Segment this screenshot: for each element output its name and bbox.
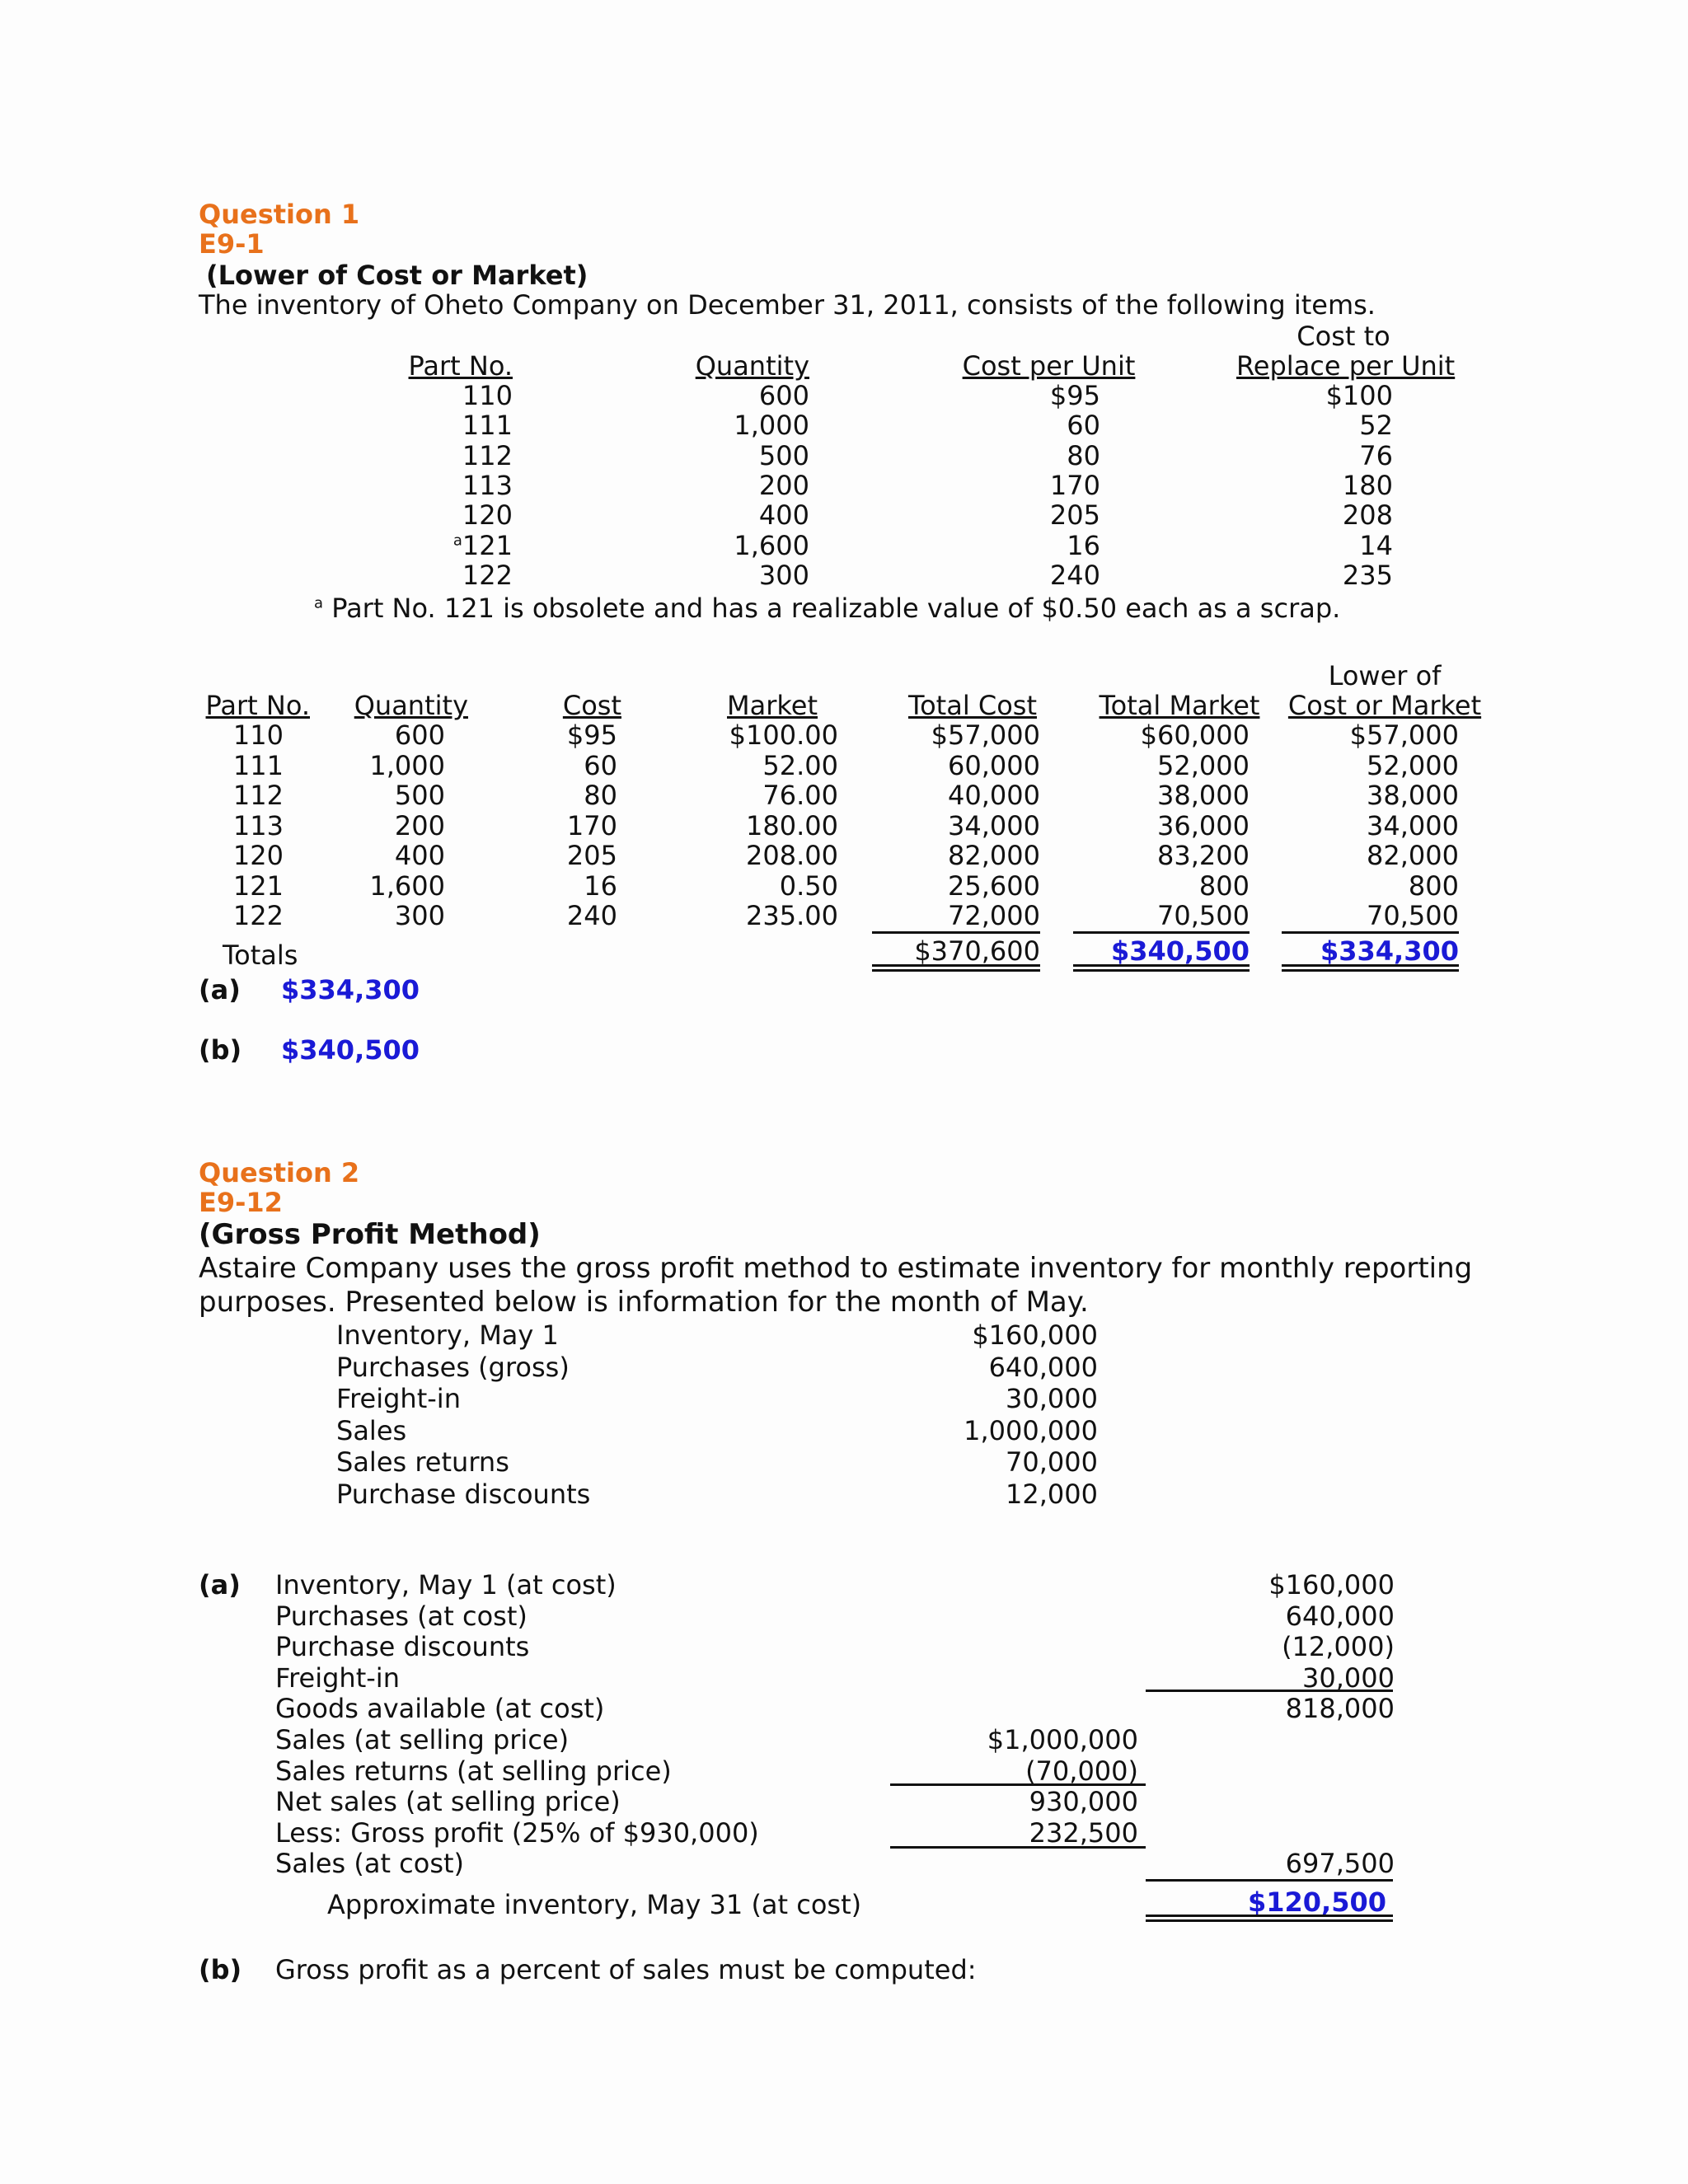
given-label: Purchase discounts bbox=[336, 1478, 591, 1510]
t1-cell-quantity: 500 bbox=[758, 439, 809, 471]
question-2-title: Question 2 bbox=[199, 1157, 360, 1188]
given-label: Sales returns bbox=[336, 1446, 509, 1478]
t1-part-number: 121 bbox=[462, 529, 513, 561]
t2-cell-market: 0.50 bbox=[779, 869, 838, 902]
t1-cell-cost: 240 bbox=[1049, 559, 1100, 591]
calc-right-value: 640,000 bbox=[1285, 1600, 1395, 1632]
t2-header-total-cost: Total Cost bbox=[907, 690, 1038, 721]
question-1-title: Question 1 bbox=[199, 199, 360, 230]
t2-cell-lcm: 52,000 bbox=[1367, 749, 1459, 781]
t2-cell-market: 76.00 bbox=[762, 780, 838, 811]
t2-cell-quantity: 400 bbox=[394, 840, 445, 871]
double-underline-total-market bbox=[1073, 964, 1250, 972]
t2-cell-total-cost: 60,000 bbox=[948, 749, 1040, 781]
t1-cell-part: 112 bbox=[462, 439, 513, 471]
t2-cell-total-cost: 25,600 bbox=[948, 869, 1040, 902]
calc-right-value: (12,000) bbox=[1282, 1631, 1395, 1663]
approx-value: $120,500 bbox=[1247, 1886, 1386, 1918]
t2-header-lcm-line1: Lower of bbox=[1328, 660, 1442, 691]
t1-cell-replace: $100 bbox=[1325, 380, 1393, 411]
t2-cell-quantity: 500 bbox=[394, 780, 445, 811]
t2-cell-cost: 240 bbox=[566, 900, 617, 931]
given-value: 640,000 bbox=[988, 1351, 1098, 1383]
given-label: Purchases (gross) bbox=[336, 1351, 570, 1383]
t2-cell-part: 112 bbox=[232, 780, 284, 811]
t1-cell-cost: 80 bbox=[1067, 439, 1100, 471]
t1-cell-part: 113 bbox=[462, 469, 513, 501]
calc-label: Sales (at cost) bbox=[275, 1848, 465, 1880]
t1-cell-quantity: 400 bbox=[758, 499, 809, 532]
t1-cell-quantity: 1,000 bbox=[734, 410, 809, 442]
t2-cell-total-market: 800 bbox=[1198, 869, 1250, 902]
given-label: Sales bbox=[336, 1414, 407, 1446]
t1-cell-quantity: 600 bbox=[758, 380, 809, 411]
t2-cell-total-cost: 34,000 bbox=[948, 809, 1040, 841]
t2-cell-market: $100.00 bbox=[729, 719, 838, 751]
t2-cell-part: 121 bbox=[232, 869, 284, 902]
t2-cell-total-cost: $57,000 bbox=[931, 719, 1040, 751]
t2-cell-quantity: 300 bbox=[394, 900, 445, 931]
t2-cell-market: 235.00 bbox=[746, 900, 838, 931]
t2-cell-part: 122 bbox=[232, 900, 284, 931]
t2-underline-lcm bbox=[1282, 931, 1459, 934]
t2-cell-quantity: 1,000 bbox=[369, 749, 445, 781]
t2-cell-lcm: 34,000 bbox=[1367, 809, 1459, 841]
t1-cell-replace: 14 bbox=[1359, 529, 1393, 561]
t2-cell-total-market: 52,000 bbox=[1157, 749, 1250, 781]
t2-cell-total-cost: 72,000 bbox=[948, 900, 1040, 931]
total-cost-sum: $370,600 bbox=[914, 935, 1040, 967]
t1-header-cost: Cost per Unit bbox=[962, 350, 1136, 382]
given-label: Freight-in bbox=[336, 1383, 461, 1414]
t2-header-quantity: Quantity bbox=[354, 690, 468, 721]
given-value: 30,000 bbox=[1006, 1383, 1098, 1414]
question-2-intro-line2: purposes. Presented below is information for the month of May. bbox=[199, 1286, 1089, 1319]
question-1-code: E9-1 bbox=[199, 228, 265, 260]
t2-cell-market: 52.00 bbox=[762, 749, 838, 781]
totals-label: Totals bbox=[223, 940, 298, 971]
t2-cell-cost: 205 bbox=[566, 840, 617, 871]
t1-cell-replace: 52 bbox=[1359, 410, 1393, 442]
t1-header-quantity: Quantity bbox=[695, 350, 809, 382]
t2-cell-market: 180.00 bbox=[746, 809, 838, 841]
t1-cell-part: 111 bbox=[462, 410, 513, 442]
question-2-subtitle: (Gross Profit Method) bbox=[199, 1218, 541, 1251]
t1-cell-cost: $95 bbox=[1049, 380, 1100, 411]
t2-header-lcm-line2: Cost or Market bbox=[1287, 690, 1482, 721]
calc-right-value: 818,000 bbox=[1285, 1693, 1395, 1725]
answer-a-value: $334,300 bbox=[281, 974, 420, 1005]
t2-cell-cost: 80 bbox=[584, 780, 617, 811]
calc-label: Freight-in bbox=[275, 1661, 400, 1694]
given-value: 12,000 bbox=[1006, 1478, 1098, 1510]
part-a-label: (a) bbox=[199, 1569, 241, 1601]
t2-header-cost: Cost bbox=[562, 690, 621, 721]
t1-cell-part bbox=[363, 531, 513, 560]
question-2-intro-line1: Astaire Company uses the gross profit method to estimate inventory for monthly reporting bbox=[199, 1252, 1473, 1285]
t2-cell-part: 110 bbox=[232, 719, 284, 751]
t2-header-market: Market bbox=[727, 690, 818, 721]
calc-label: Purchases (at cost) bbox=[275, 1600, 528, 1632]
calc-underline-sales-cost bbox=[1146, 1879, 1393, 1882]
t1-cell-part: 110 bbox=[462, 380, 513, 411]
t1-cell-cost: 170 bbox=[1049, 469, 1100, 501]
lcm-sum: $334,300 bbox=[1320, 935, 1459, 967]
t1-header-replace-line2: Replace per Unit bbox=[1236, 350, 1456, 382]
calc-underline-gross-profit bbox=[890, 1846, 1146, 1849]
t2-underline-total-market bbox=[1073, 931, 1250, 934]
question-1-intro: The inventory of Oheto Company on December 31, 2011, consists of the following items. bbox=[199, 289, 1376, 321]
part-b-text: Gross profit as a percent of sales must be computed: bbox=[275, 1954, 977, 1985]
t1-cell-cost: 16 bbox=[1067, 529, 1100, 561]
t2-cell-market: 208.00 bbox=[746, 840, 838, 871]
calc-label: Purchase discounts bbox=[275, 1631, 530, 1663]
calc-label: Goods available (at cost) bbox=[275, 1693, 605, 1725]
t2-cell-total-market: $60,000 bbox=[1140, 719, 1250, 751]
t2-cell-cost: 170 bbox=[566, 809, 617, 841]
question-2-code: E9-12 bbox=[199, 1187, 283, 1218]
footnote bbox=[314, 593, 1340, 623]
t1-header-replace-line1: Cost to bbox=[1296, 321, 1390, 352]
t2-cell-part: 120 bbox=[232, 840, 284, 871]
calc-mid-value: 232,500 bbox=[1029, 1816, 1138, 1849]
given-value: 1,000,000 bbox=[964, 1414, 1098, 1446]
t2-cell-cost: 16 bbox=[584, 869, 617, 902]
t1-footnote-mark: a bbox=[452, 531, 462, 549]
t2-cell-total-cost: 82,000 bbox=[948, 840, 1040, 871]
total-market-sum: $340,500 bbox=[1110, 935, 1250, 967]
t1-cell-quantity: 200 bbox=[758, 469, 809, 501]
answer-a-label: (a) bbox=[199, 974, 241, 1005]
calc-right-value: 30,000 bbox=[1302, 1661, 1395, 1694]
t2-cell-total-market: 70,500 bbox=[1157, 900, 1250, 931]
approx-label: Approximate inventory, May 31 (at cost) bbox=[327, 1889, 862, 1920]
question-1-subtitle: (Lower of Cost or Market) bbox=[206, 260, 588, 291]
t2-cell-total-market: 38,000 bbox=[1157, 780, 1250, 811]
given-label: Inventory, May 1 bbox=[336, 1319, 559, 1351]
t1-cell-part: 120 bbox=[462, 499, 513, 532]
t2-header-total-market: Total Market bbox=[1099, 690, 1260, 721]
calc-label: Net sales (at selling price) bbox=[275, 1786, 621, 1818]
part-b-label: (b) bbox=[199, 1954, 242, 1985]
t1-cell-cost: 205 bbox=[1049, 499, 1100, 532]
t2-cell-part: 113 bbox=[232, 809, 284, 841]
given-value: $160,000 bbox=[972, 1319, 1098, 1351]
calc-label: Sales returns (at selling price) bbox=[275, 1755, 672, 1787]
calc-right-value: $160,000 bbox=[1268, 1569, 1395, 1601]
approx-double-underline bbox=[1146, 1915, 1393, 1922]
t1-cell-replace: 180 bbox=[1342, 469, 1393, 501]
calc-label: Less: Gross profit (25% of $930,000) bbox=[275, 1816, 759, 1849]
t2-header-part: Part No. bbox=[205, 690, 310, 721]
t1-cell-quantity: 300 bbox=[758, 559, 809, 591]
t2-cell-cost: $95 bbox=[566, 719, 617, 751]
t2-cell-quantity: 1,600 bbox=[369, 869, 445, 902]
calc-right-value: 697,500 bbox=[1285, 1848, 1395, 1880]
answer-b-value: $340,500 bbox=[281, 1034, 420, 1066]
t1-cell-replace: 76 bbox=[1359, 439, 1393, 471]
t2-cell-quantity: 200 bbox=[394, 809, 445, 841]
calc-label: Inventory, May 1 (at cost) bbox=[275, 1569, 617, 1601]
t1-cell-quantity: 1,600 bbox=[734, 529, 809, 561]
t2-cell-total-market: 36,000 bbox=[1157, 809, 1250, 841]
t2-cell-cost: 60 bbox=[584, 749, 617, 781]
t2-cell-part: 111 bbox=[232, 749, 284, 781]
footnote-text: Part No. 121 is obsolete and has a realizable value of $0.50 each as a scrap. bbox=[331, 593, 1341, 624]
t2-underline-total-cost bbox=[872, 931, 1040, 934]
calc-mid-value: 930,000 bbox=[1029, 1786, 1138, 1818]
t1-cell-replace: 208 bbox=[1342, 499, 1393, 532]
calc-label: Sales (at selling price) bbox=[275, 1724, 570, 1755]
t1-header-part: Part No. bbox=[408, 350, 513, 382]
calc-underline-freight bbox=[1146, 1690, 1393, 1692]
t2-cell-lcm: 38,000 bbox=[1367, 780, 1459, 811]
t2-cell-lcm: 800 bbox=[1408, 869, 1459, 902]
t1-cell-replace: 235 bbox=[1342, 559, 1393, 591]
calc-mid-value: $1,000,000 bbox=[987, 1724, 1138, 1755]
t2-cell-quantity: 600 bbox=[394, 719, 445, 751]
double-underline-total-cost bbox=[872, 964, 1040, 972]
t2-cell-lcm: 82,000 bbox=[1367, 840, 1459, 871]
answer-b-label: (b) bbox=[199, 1034, 242, 1066]
t2-cell-lcm: 70,500 bbox=[1367, 900, 1459, 931]
t2-cell-total-market: 83,200 bbox=[1157, 840, 1250, 871]
t2-cell-lcm: $57,000 bbox=[1349, 719, 1459, 751]
calc-underline-returns bbox=[890, 1783, 1146, 1786]
t1-cell-part: 122 bbox=[462, 559, 513, 591]
double-underline-lcm bbox=[1282, 964, 1459, 972]
t2-cell-total-cost: 40,000 bbox=[948, 780, 1040, 811]
t1-cell-cost: 60 bbox=[1067, 410, 1100, 442]
given-value: 70,000 bbox=[1006, 1446, 1098, 1478]
calc-mid-value: (70,000) bbox=[1025, 1755, 1138, 1787]
footnote-mark: a bbox=[314, 594, 324, 612]
